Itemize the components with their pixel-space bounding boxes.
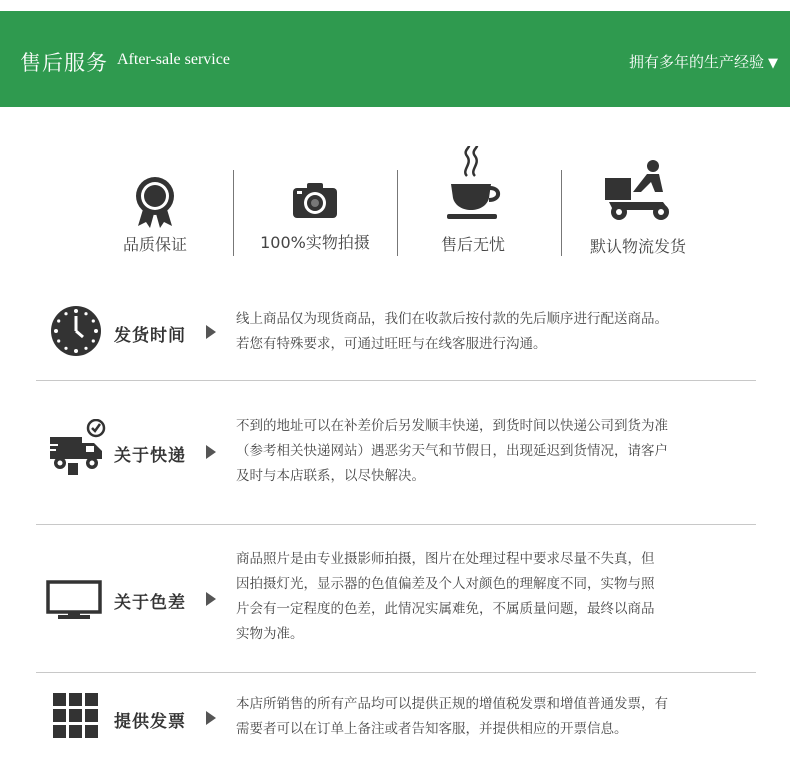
features-row bbox=[0, 140, 790, 270]
section-express bbox=[36, 405, 756, 515]
text-line: （参考相关快递网站）遇恶劣天气和节假日，出现延迟到货情况，请客户 bbox=[236, 443, 668, 459]
text-line: 商品照片是由专业摄影师拍摄，图片在处理过程中要求尽量不失真，但 bbox=[236, 551, 655, 567]
text-line: 不到的地址可以在补差价后另发顺丰快递，到货时间以快递公司到货为准 bbox=[236, 418, 668, 434]
section-text bbox=[236, 692, 746, 742]
section-divider bbox=[36, 380, 756, 381]
text-line: 及时与本店联系，以尽快解决。 bbox=[236, 468, 425, 484]
play-arrow-icon bbox=[206, 592, 216, 606]
feature-logistics bbox=[558, 140, 718, 270]
section-color-difference bbox=[36, 540, 756, 665]
camera-icon bbox=[235, 182, 395, 224]
play-arrow-icon bbox=[206, 711, 216, 725]
monitor-icon bbox=[46, 580, 102, 624]
delivery-scooter-icon bbox=[558, 158, 718, 226]
section-divider bbox=[36, 672, 756, 673]
feature-label: 售后无忧 bbox=[440, 235, 505, 254]
feature-label: 100%实物拍摄 bbox=[260, 233, 370, 252]
slogan-dropdown[interactable] bbox=[629, 51, 778, 72]
text-line: 若您有特殊要求，可通过旺旺与在线客服进行沟通。 bbox=[236, 336, 547, 352]
text-line: 线上商品仅为现货商品，我们在收款后按付款的先后顺序进行配送商品。 bbox=[236, 311, 668, 327]
feature-label: 品质保证 bbox=[122, 235, 187, 254]
section-divider bbox=[36, 524, 756, 525]
section-text bbox=[236, 414, 746, 489]
section-invoice bbox=[36, 685, 756, 755]
play-arrow-icon bbox=[206, 445, 216, 459]
section-title: 提供发票 bbox=[114, 712, 186, 732]
delivery-truck-icon bbox=[46, 419, 106, 481]
coffee-cup-icon bbox=[393, 146, 553, 226]
play-arrow-icon bbox=[206, 325, 216, 339]
text-line: 需要者可以在订单上备注或者告知客服，并提供相应的开票信息。 bbox=[236, 721, 628, 737]
section-title: 发货时间 bbox=[114, 326, 186, 346]
section-title: 关于快递 bbox=[114, 446, 186, 466]
text-line: 实物为准。 bbox=[236, 626, 304, 642]
section-shipping-time bbox=[36, 295, 756, 375]
section-title: 关于色差 bbox=[114, 593, 186, 613]
feature-quality bbox=[75, 140, 235, 270]
divider bbox=[233, 170, 234, 256]
page-subtitle: After-sale service bbox=[117, 51, 230, 68]
header-banner bbox=[0, 11, 790, 107]
text-line: 片会有一定程度的色差，此情况实属难免，不属质量问题，最终以商品 bbox=[236, 601, 655, 617]
feature-after-sale bbox=[393, 140, 553, 270]
grid-icon bbox=[53, 693, 99, 743]
section-text bbox=[236, 307, 746, 357]
clock-icon bbox=[50, 305, 102, 361]
text-line: 因拍摄灯光，显示器的色值偏差及个人对颜色的理解度不同，实物与照 bbox=[236, 576, 655, 592]
slogan-text: 拥有多年的生产经验 bbox=[628, 53, 764, 71]
feature-label: 默认物流发货 bbox=[589, 237, 686, 256]
chevron-down-icon: ▼ bbox=[768, 56, 778, 71]
page-title: 售后服务 bbox=[20, 51, 108, 75]
feature-real-photo bbox=[235, 140, 395, 270]
award-ribbon-icon bbox=[75, 176, 235, 232]
section-text bbox=[236, 547, 746, 647]
text-line: 本店所销售的所有产品均可以提供正规的增值税发票和增值普通发票，有 bbox=[236, 696, 668, 712]
